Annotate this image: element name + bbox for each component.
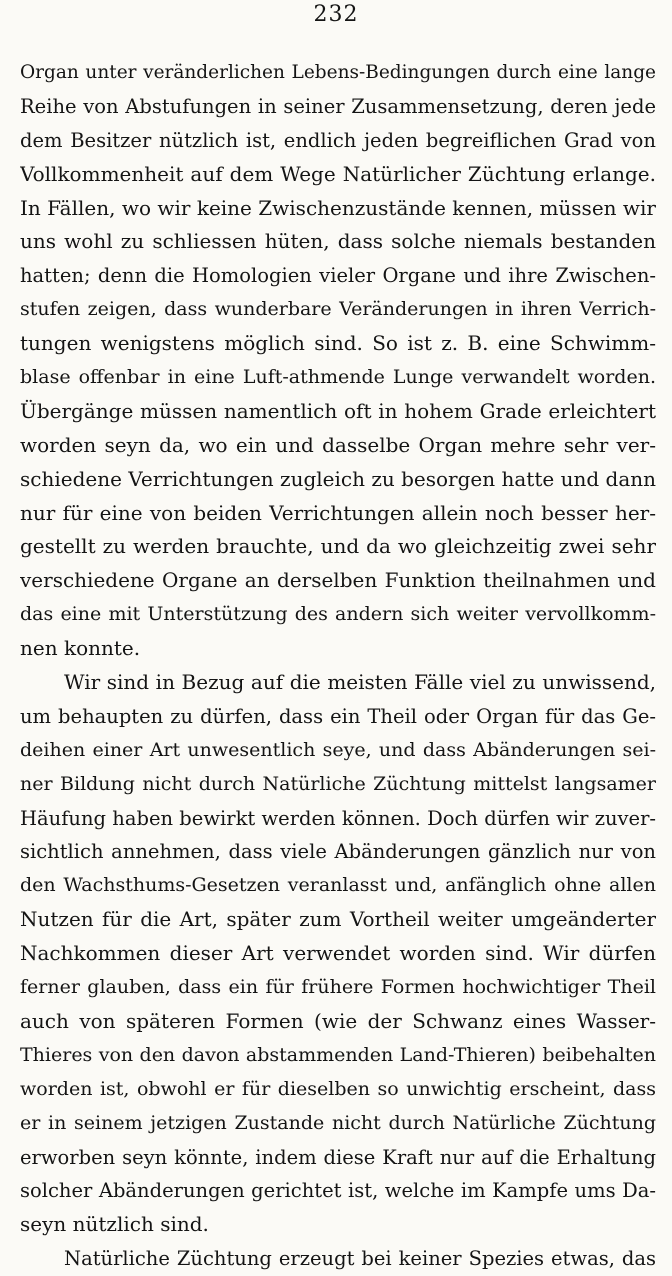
text-line: nur für eine von beiden Verrichtungen allein noch besser her- <box>20 500 656 525</box>
text-line: dem Besitzer nützlich ist, endlich jeden begreiflichen Grad von <box>20 128 656 152</box>
paragraph-2 <box>20 666 656 1242</box>
text-line: er in seinem jetzigen Zustande nicht durch Natürliche Züchtung <box>20 1111 656 1134</box>
text-line: stufen zeigen, dass wunderbare Veränderungen in ihren Verrich- <box>20 298 656 321</box>
text-line: verschiedene Organe an derselben Funktion theilnahmen und <box>20 568 656 593</box>
text-line: sichtlich annehmen, dass viele Abänderungen gänzlich nur von <box>20 840 656 864</box>
text-line: Reihe von Abstufungen in seiner Zusammensetzung, deren jede <box>20 94 656 118</box>
text-line: den Wachsthums-Gesetzen veranlasst und, anfänglich ohne allen <box>20 874 656 897</box>
text-line: schiedene Verrichtungen zugleich zu besorgen hatte und dann <box>20 466 656 491</box>
text-line: uns wohl zu schliessen hüten, dass solche niemals bestanden <box>20 229 656 254</box>
paragraph-3 <box>20 1242 656 1276</box>
text-line: worden ist, obwohl er für dieselben so unwichtig erscheint, dass <box>20 1077 656 1100</box>
text-line: Natürliche Züchtung erzeugt bei keiner Spezies etwas, das <box>64 1247 656 1271</box>
text-line: hatten; denn die Homologien vieler Organe und ihre Zwischen- <box>20 264 656 288</box>
text-line: Häufung haben bewirkt werden können. Doch dürfen wir zuver- <box>20 806 656 830</box>
body-text <box>20 56 656 1276</box>
text-line: gestellt zu werden brauchte, und da wo gleichzeitig zwei sehr <box>20 534 656 559</box>
text-line: Thieres von den davon abstammenden Land-Thieren) beibehalten <box>20 1043 656 1066</box>
text-line: Nutzen für die Art, später zum Vortheil weiter umgeänderter <box>20 907 656 932</box>
text-line: Wir sind in Bezug auf die meisten Fälle viel zu unwissend, <box>64 670 656 695</box>
text-line: deihen einer Art unwesentlich seye, und dass Abänderungen sei- <box>20 738 656 761</box>
paragraph-1 <box>20 56 656 666</box>
text-line: Organ unter veränderlichen Lebens-Bedingungen durch eine lange <box>20 62 656 83</box>
page-number: 232 <box>313 2 359 27</box>
text-line: seyn nützlich sind. <box>20 1212 209 1237</box>
text-line: In Fällen, wo wir keine Zwischenzustände kennen, müssen wir <box>20 195 656 220</box>
text-line: ner Bildung nicht durch Natürliche Züchtung mittelst langsamer <box>20 772 656 795</box>
text-line: Vollkommenheit auf dem Wege Natürlicher Züchtung erlange. <box>20 161 656 186</box>
text-line: um behaupten zu dürfen, dass ein Theil oder Organ für das Ge- <box>20 704 656 728</box>
text-line: Nachkommen dieser Art verwendet worden sind. Wir dürfen <box>20 941 656 966</box>
text-line: ferner glauben, dass ein für frühere Formen hochwichtiger Theil <box>20 976 656 999</box>
text-line: erworben seyn könnte, indem diese Kraft nur auf die Erhaltung <box>20 1145 656 1169</box>
text-line: solcher Abänderungen gerichtet ist, welche im Kampfe ums Da- <box>20 1179 656 1203</box>
text-line: auch von späteren Formen (wie der Schwanz eines Wasser- <box>20 1008 656 1033</box>
text-line: nen konnte. <box>20 636 141 661</box>
text-line: das eine mit Unterstützung des andern sich weiter vervollkomm- <box>20 603 656 626</box>
text-line: tungen wenigstens möglich sind. So ist z. B. eine Schwimm- <box>20 331 656 356</box>
text-line: Übergänge müssen namentlich oft in hohem Grade erleichtert <box>20 398 656 423</box>
text-line: blase offenbar in eine Luft-athmende Lunge verwandelt worden. <box>20 366 656 389</box>
text-line: worden seyn da, wo ein und dasselbe Organ mehre sehr ver- <box>20 432 656 457</box>
